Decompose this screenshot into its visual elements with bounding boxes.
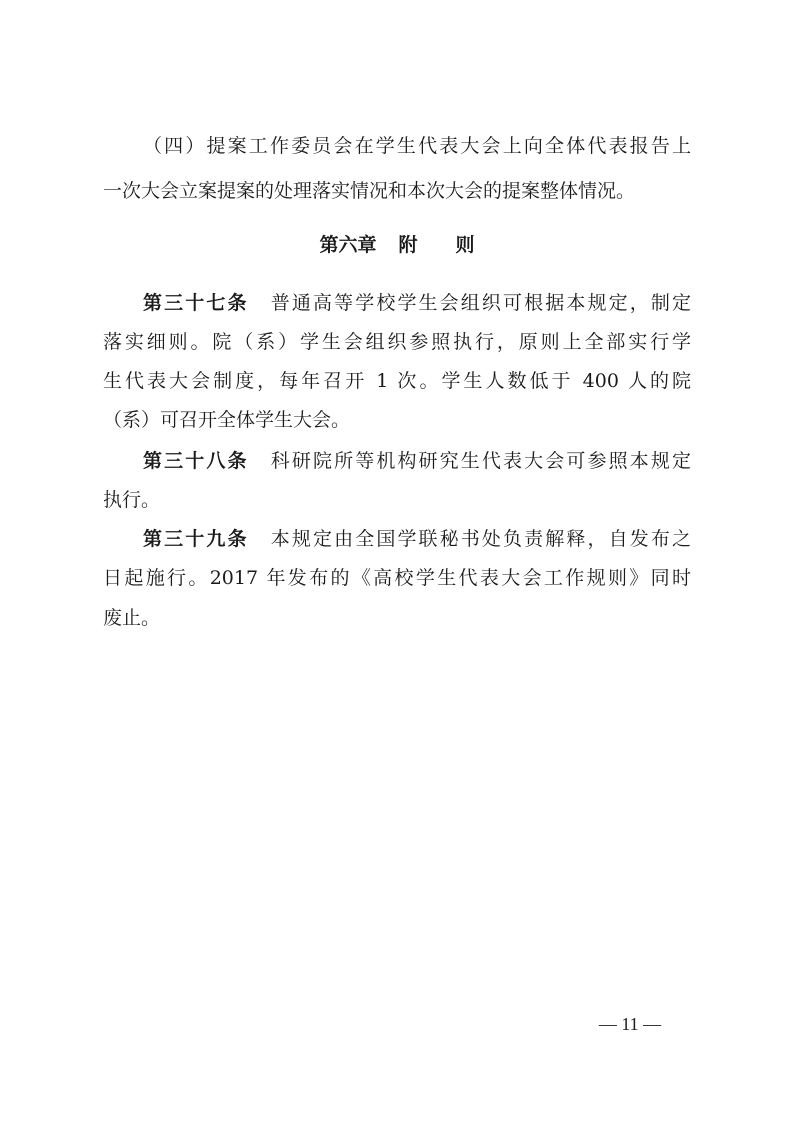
chapter-title-char-2: 则 <box>455 234 475 256</box>
article-37-line-2: 落实细则。院（系）学生会组织参照执行，原则上全部实行学 <box>103 331 691 353</box>
item-four-line-2: 一次大会立案提案的处理落实情况和本次大会的提案整体情况。 <box>103 180 636 202</box>
article-38-line-2: 执行。 <box>103 489 161 511</box>
article-37-title: 第三十七条 <box>143 292 249 314</box>
page-number: — 11 — <box>598 1014 662 1034</box>
article-38-text-1: 科研院所等机构研究生代表大会可参照本规定 <box>268 450 691 472</box>
article-39-title: 第三十九条 <box>143 528 249 550</box>
article-39-line-3: 废止。 <box>103 607 161 629</box>
chapter-title-char-1: 附 <box>398 234 418 256</box>
article-39-text-1: 本规定由全国学联秘书处负责解释，自发布之 <box>268 528 691 550</box>
article-37-text-1: 普通高等学校学生会组织可根据本规定，制定 <box>268 292 691 314</box>
article-39-line-1 <box>143 524 691 554</box>
article-38-line-1 <box>143 446 691 476</box>
article-37-line-4: （系）可召开全体学生大会。 <box>103 409 351 431</box>
article-38-title: 第三十八条 <box>143 450 249 472</box>
article-37-line-1 <box>143 288 691 318</box>
article-37-line-3: 生代表大会制度，每年召开 1 次。学生人数低于 400 人的院 <box>103 370 691 392</box>
chapter-number: 第六章 <box>319 234 377 256</box>
chapter-heading <box>0 230 794 260</box>
article-39-line-2: 日起施行。2017 年发布的《高校学生代表大会工作规则》同时 <box>103 567 691 589</box>
item-four-line-1: （四）提案工作委员会在学生代表大会上向全体代表报告上 <box>143 135 691 157</box>
